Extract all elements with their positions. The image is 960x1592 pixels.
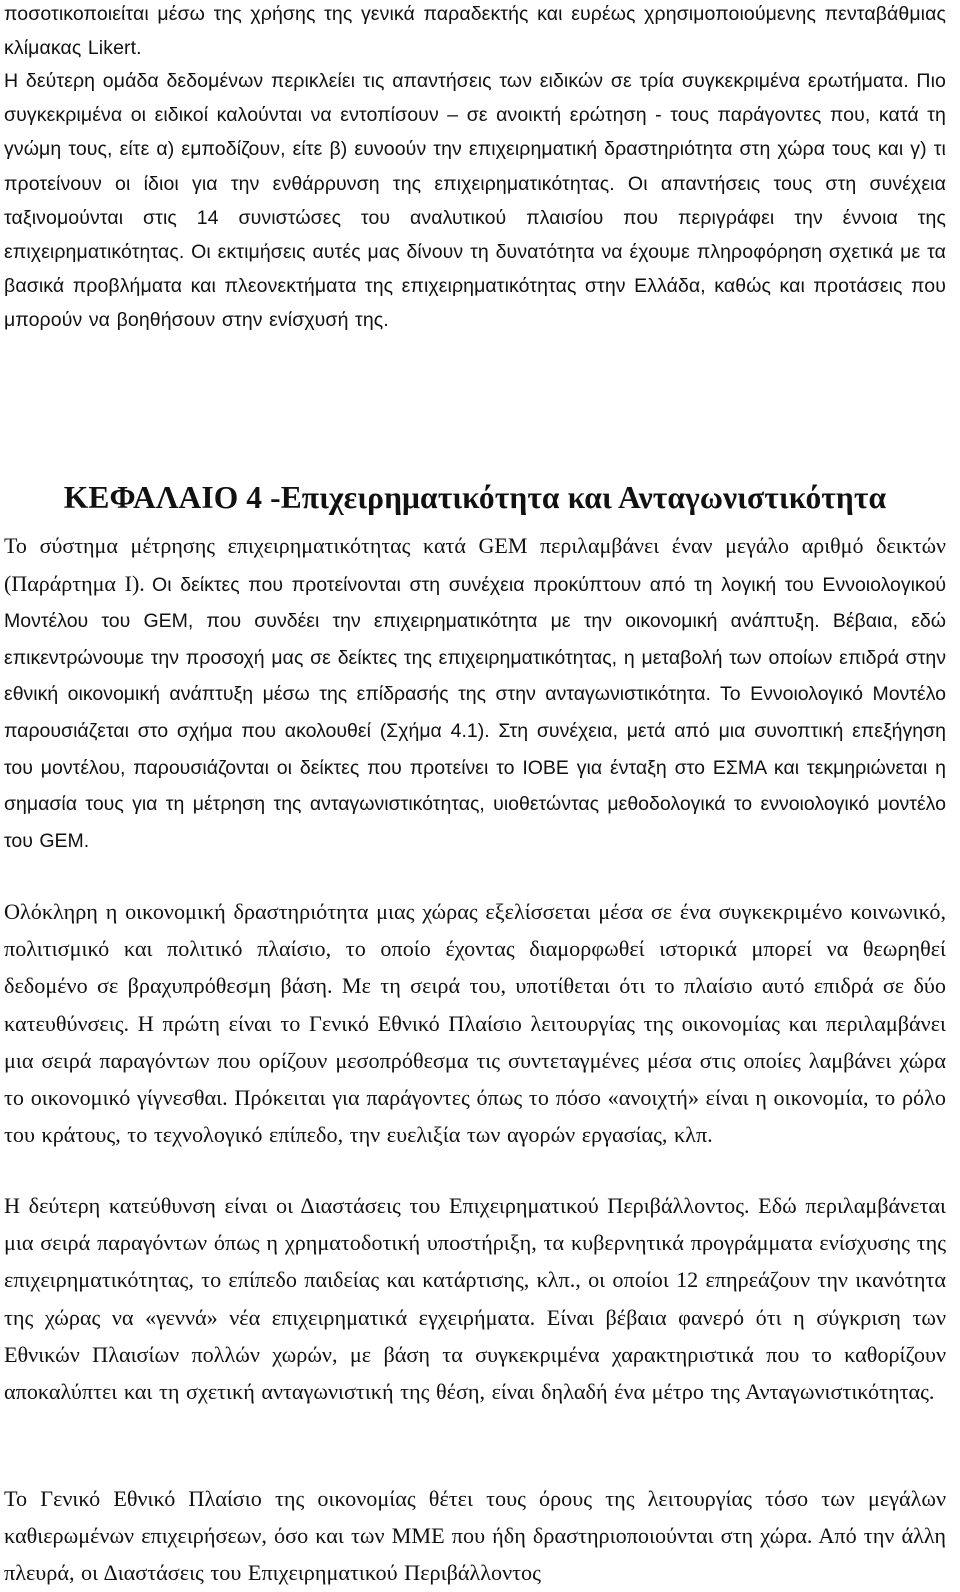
chapter-heading: ΚΕΦΑΛΑΙΟ 4 -Επιχειρηματικότητα και Ανταγωνιστικότητα xyxy=(63,480,887,515)
paragraph-gem-indicators-sans-part: Οι δείκτες που προτείνονται στη συνέχεια προκύπτουν από τη λογική του Εννοιολογικού Μοντέλου του GEM, που συνδέει την επιχειρηματικότητα με την οικονομική ανάπτυξη. Βέβαια, εδώ επικεντρώνουμε την προσοχή μας σε δείκτες της επιχειρηματικότητας, η μεταβολή των οποίων επιδρά στην εθνική οικονομική ανάπτυξη μέσω της επίδρασής της στην ανταγωνιστικότητα. Το Εννοιολογικό Μοντέλο παρουσιάζεται στο σχήμα που ακολουθεί (Σχήμα 4.1). Στη συνέχεια, μετά από μια συνοπτική επεξήγηση του μοντέλου, παρουσιάζονται οι δείκτες που προτείνει το ΙΟΒΕ για ένταξη στο ΕΣΜΑ και τεκμηριώνεται η σημασία τους για τη μέτρηση της ανταγωνιστικότητας, υιοθετώντας μεθοδολογικά το εννοιολογικό μοντέλο του GEM. xyxy=(4,573,946,852)
paragraph-gem-indicators xyxy=(4,529,946,860)
paragraph-gem-indicators-serif-part: Το σύστημα μέτρησης επιχειρηματικότητας κατά GEM περιλαμβάνει έναν μεγάλο αριθμό δεικτών (Παράρτημα Ι). xyxy=(4,533,946,596)
paragraph-business-environment: Η δεύτερη κατεύθυνση είναι οι Διαστάσεις του Επιχειρηματικού Περιβάλλοντος. Εδώ περιλαμβάνεται μια σειρά παραγόντων όπως η χρηματοδοτική υποστήριξη, τα κυβερνητικά προγράμματα ενίσχυσης της επιχειρηματικότητας, το επίπεδο παιδείας και κατάρτισης, κλπ., οι οποίοι 12 επηρεάζουν την ικανότητα της χώρας να «γεννά» νέα επιχειρηματικά εγχειρήματα. Είναι βέβαια φανερό ότι η σύγκριση των Εθνικών Πλαισίων πολλών χωρών, με βάση τα συγκεκριμένα χαρακτηριστικά που το καθορίζουν αποκαλύπτει και τη σχετική ανταγωνιστική της θέση, είναι δηλαδή ένα μέτρο της Ανταγωνιστικότητας. xyxy=(4,1193,946,1405)
paragraph-economic-framework: Ολόκληρη η οικονομική δραστηριότητα μιας χώρας εξελίσσεται μέσα σε ένα συγκεκριμένο κοινωνικό, πολιτισμικό και πολιτικό πλαίσιο, το οποίο έχοντας διαμορφωθεί ιστορικά μπορεί να θεωρηθεί δεδομένο σε βραχυπρόθεσμη βάση. Με τη σειρά του, υποτίθεται ότι το πλαίσιο αυτό επιδρά σε δύο κατευθύνσεις. Η πρώτη είναι το Γενικό Εθνικό Πλαίσιο λειτουργίας της οικονομίας και περιλαμβάνει μια σειρά παραγόντων που ορίζουν μεσοπρόθεσμα τις συντεταγμένες μέσα στις οποίες λαμβάνει χώρα το οικονομικό γίγνεσθαι. Πρόκειται για παράγοντες όπως το πόσο «ανοιχτή» είναι η οικονομία, το ρόλο του κράτους, το τεχνολογικό επίπεδο, την ευελιξία των αγορών εργασίας, κλπ. xyxy=(4,899,946,1148)
paragraph-likert-scale: ποσοτικοποιείται μέσω της χρήσης της γενικά παραδεκτής και ευρέως χρησιμοποιούμενης πενταβάθμιας κλίμακας Likert. xyxy=(4,3,946,60)
paragraph-general-national-framework: Το Γενικό Εθνικό Πλαίσιο της οικονομίας θέτει τους όρους της λειτουργίας τόσο των μεγάλων καθιερωμένων επιχειρήσεων, όσο και των ΜΜΕ που ήδη δραστηριοποιούνται στη χώρα. Από την άλλη πλευρά, οι Διαστάσεις του Επιχειρηματικού Περιβάλλοντος xyxy=(4,1486,946,1586)
paragraph-expert-answers: Η δεύτερη ομάδα δεδομένων περικλείει τις απαντήσεις των ειδικών σε τρία συγκεκριμένα ερωτήματα. Πιο συγκεκριμένα οι ειδικοί καλούνται να εντοπίσουν – σε ανοικτή ερώτηση - τους παράγοντες που, κατά τη γνώμη τους, είτε α) εμποδίζουν, είτε β) ευνοούν την επιχειρηματική δραστηριότητα στη χώρα τους και γ) τι προτείνουν οι ίδιοι για την ενθάρρυνση της επιχειρηματικότητας. Οι απαντήσεις τους στη συνέχεια ταξινομούνται στις 14 συνιστώσες του αναλυτικού πλαισίου που περιγράφει την έννοια της επιχειρηματικότητας. Οι εκτιμήσεις αυτές μας δίνουν τη δυνατότητα να έχουμε πληροφόρηση σχετικά με τα βασικά προβλήματα και πλεονεκτήματα της επιχειρηματικότητας στην Ελλάδα, καθώς και προτάσεις που μπορούν να βοηθήσουν στην ενίσχυσή της. xyxy=(4,70,946,332)
